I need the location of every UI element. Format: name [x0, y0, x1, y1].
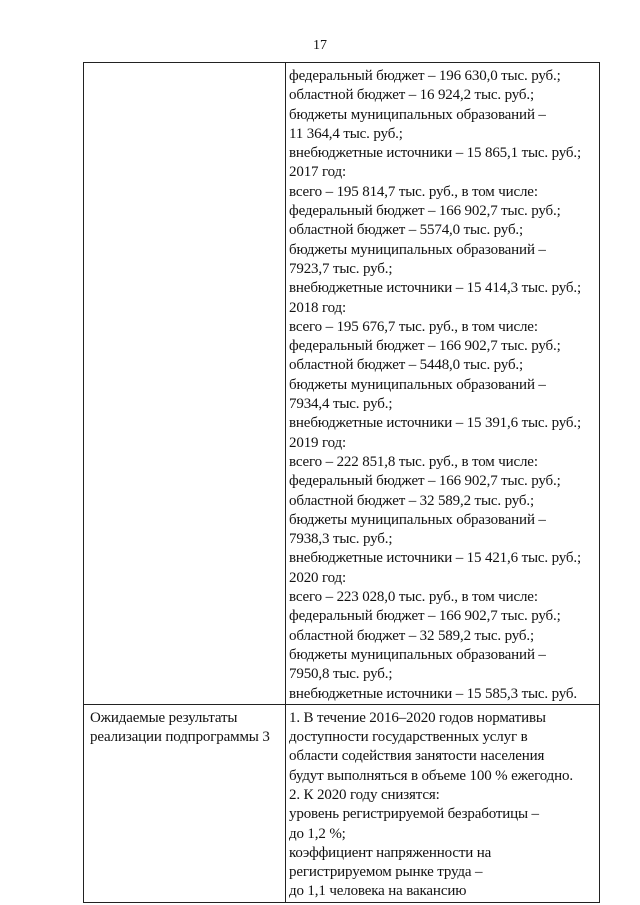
- financing-line: федеральный бюджет – 166 902,7 тыс. руб.;: [289, 473, 561, 490]
- results-line: уровень регистрируемой безработицы –: [289, 806, 539, 823]
- financing-line: федеральный бюджет – 166 902,7 тыс. руб.;: [289, 203, 561, 220]
- results-line: области содействия занятости населения: [289, 748, 545, 765]
- financing-line: федеральный бюджет – 166 902,7 тыс. руб.;: [289, 338, 561, 355]
- results-line: будут выполняться в объеме 100 % ежегодно.: [289, 767, 573, 784]
- financing-line: 7938,3 тыс. руб.;: [289, 531, 393, 548]
- financing-line: всего – 222 851,8 тыс. руб., в том числе:: [289, 453, 538, 470]
- subprogram-passport-table: [83, 62, 600, 903]
- financing-line: всего – 195 676,7 тыс. руб., в том числе:: [289, 318, 538, 335]
- financing-year-heading: 2020 год:: [289, 569, 347, 586]
- financing-line: бюджеты муниципальных образований –: [289, 511, 546, 528]
- financing-line: областной бюджет – 5448,0 тыс. руб.;: [289, 357, 524, 374]
- financing-line: федеральный бюджет – 196 630,0 тыс. руб.;: [289, 68, 561, 84]
- results-line: 1. В течение 2016–2020 годов нормативы: [289, 709, 546, 726]
- table-row-expected-results: [84, 704, 600, 902]
- financing-line: внебюджетные источники – 15 585,3 тыс. руб.: [289, 685, 578, 702]
- results-line: коэффициент напряженности на: [289, 844, 492, 861]
- results-line: 2. К 2020 году снизятся:: [289, 786, 440, 803]
- financing-line: 7934,4 тыс. руб.;: [289, 396, 393, 413]
- financing-line: областной бюджет – 5574,0 тыс. руб.;: [289, 222, 524, 239]
- results-line: доступности государственных услуг в: [289, 729, 528, 746]
- financing-label-cell: [84, 63, 286, 705]
- financing-line: областной бюджет – 16 924,2 тыс. руб.;: [289, 87, 535, 104]
- financing-line: областной бюджет – 32 589,2 тыс. руб.;: [289, 627, 535, 644]
- financing-year-heading: 2017 год:: [289, 164, 347, 181]
- results-label-line: Ожидаемые результаты: [90, 709, 238, 726]
- financing-line: бюджеты муниципальных образований –: [289, 646, 546, 663]
- financing-line: внебюджетные источники – 15 865,1 тыс. руб.;: [289, 145, 582, 162]
- financing-line: всего – 223 028,0 тыс. руб., в том числе:: [289, 589, 538, 606]
- financing-line: внебюджетные источники – 15 421,6 тыс. руб.;: [289, 550, 582, 567]
- results-line: до 1,1 человека на вакансию: [289, 883, 467, 900]
- page-number: 17: [313, 38, 327, 53]
- financing-line: 11 364,4 тыс. руб.;: [289, 125, 403, 142]
- financing-line: бюджеты муниципальных образований –: [289, 241, 546, 258]
- financing-value-cell: [286, 63, 600, 705]
- financing-line: внебюджетные источники – 15 391,6 тыс. руб.;: [289, 415, 582, 432]
- table-row-financing: [84, 63, 600, 705]
- financing-line: областной бюджет – 32 589,2 тыс. руб.;: [289, 492, 535, 509]
- results-label-line: реализации подпрограммы 3: [90, 729, 270, 746]
- results-label-cell: [84, 704, 286, 902]
- results-line: до 1,2 %;: [289, 825, 346, 842]
- financing-year-heading: 2019 год:: [289, 434, 347, 451]
- financing-line: бюджеты муниципальных образований –: [289, 376, 546, 393]
- financing-line: 7923,7 тыс. руб.;: [289, 260, 393, 277]
- financing-line: федеральный бюджет – 166 902,7 тыс. руб.;: [289, 608, 561, 625]
- results-value-cell: [286, 704, 600, 902]
- results-line: регистрируемом рынке труда –: [289, 864, 483, 881]
- financing-line: 7950,8 тыс. руб.;: [289, 666, 393, 683]
- financing-year-heading: 2018 год:: [289, 299, 347, 316]
- financing-line: всего – 195 814,7 тыс. руб., в том числе:: [289, 183, 538, 200]
- financing-line: внебюджетные источники – 15 414,3 тыс. руб.;: [289, 280, 582, 297]
- financing-line: бюджеты муниципальных образований –: [289, 106, 546, 123]
